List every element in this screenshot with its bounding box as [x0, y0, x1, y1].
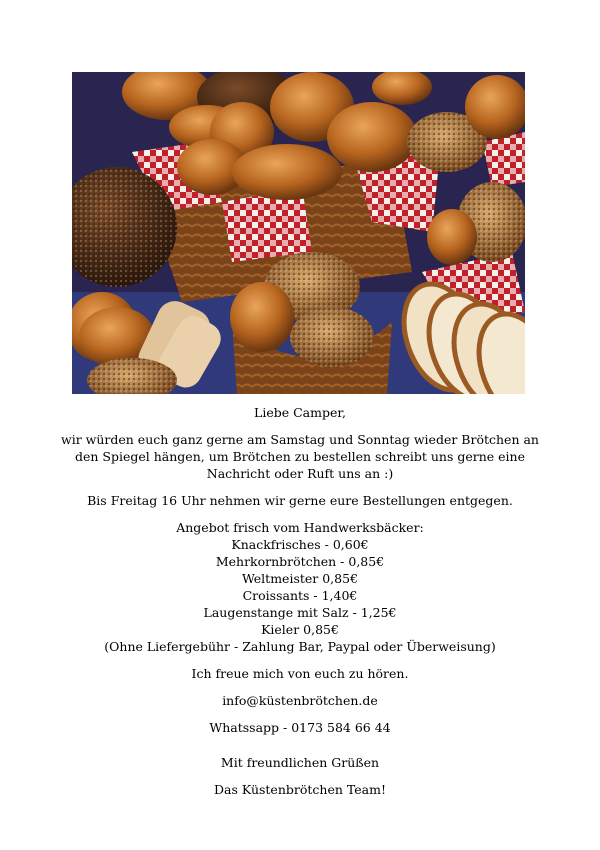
- intro-paragraph: wir würden euch ganz gerne am Samstag und Sonntag wieder Brötchen an den Spiegel hängen, um Brötchen zu bestellen schreibt uns gerne eine Nachricht oder Ruft uns an :): [61, 432, 539, 481]
- offer-item: Kieler 0,85€: [261, 622, 339, 637]
- payment-note: (Ohne Liefergebühr - Zahlung Bar, Paypal oder Überweisung): [104, 639, 496, 654]
- offer-item: Knackfrisches - 0,60€: [231, 537, 369, 552]
- offer-item: Laugenstange mit Salz - 1,25€: [203, 605, 397, 620]
- offer-item: Croissants - 1,40€: [242, 588, 358, 603]
- email-address[interactable]: info@küstenbrötchen.de: [222, 693, 378, 708]
- greeting: Liebe Camper,: [254, 405, 346, 420]
- offer-item: Mehrkornbrötchen - 0,85€: [215, 554, 385, 569]
- whatsapp-number[interactable]: Whatssapp - 0173 584 66 44: [209, 720, 391, 735]
- order-deadline: Bis Freitag 16 Uhr nehmen wir gerne eure Bestellungen entgegen.: [87, 493, 513, 508]
- closing-line: Ich freue mich von euch zu hören.: [191, 666, 409, 681]
- signature: Das Küstenbrötchen Team!: [214, 782, 386, 797]
- bread-basket-photo: [72, 72, 525, 394]
- offer-heading: Angebot frisch vom Handwerksbäcker:: [176, 520, 424, 535]
- regards: Mit freundlichen Grüßen: [220, 755, 380, 770]
- letter-body: [60, 404, 540, 798]
- offer-item: Weltmeister 0,85€: [241, 571, 359, 586]
